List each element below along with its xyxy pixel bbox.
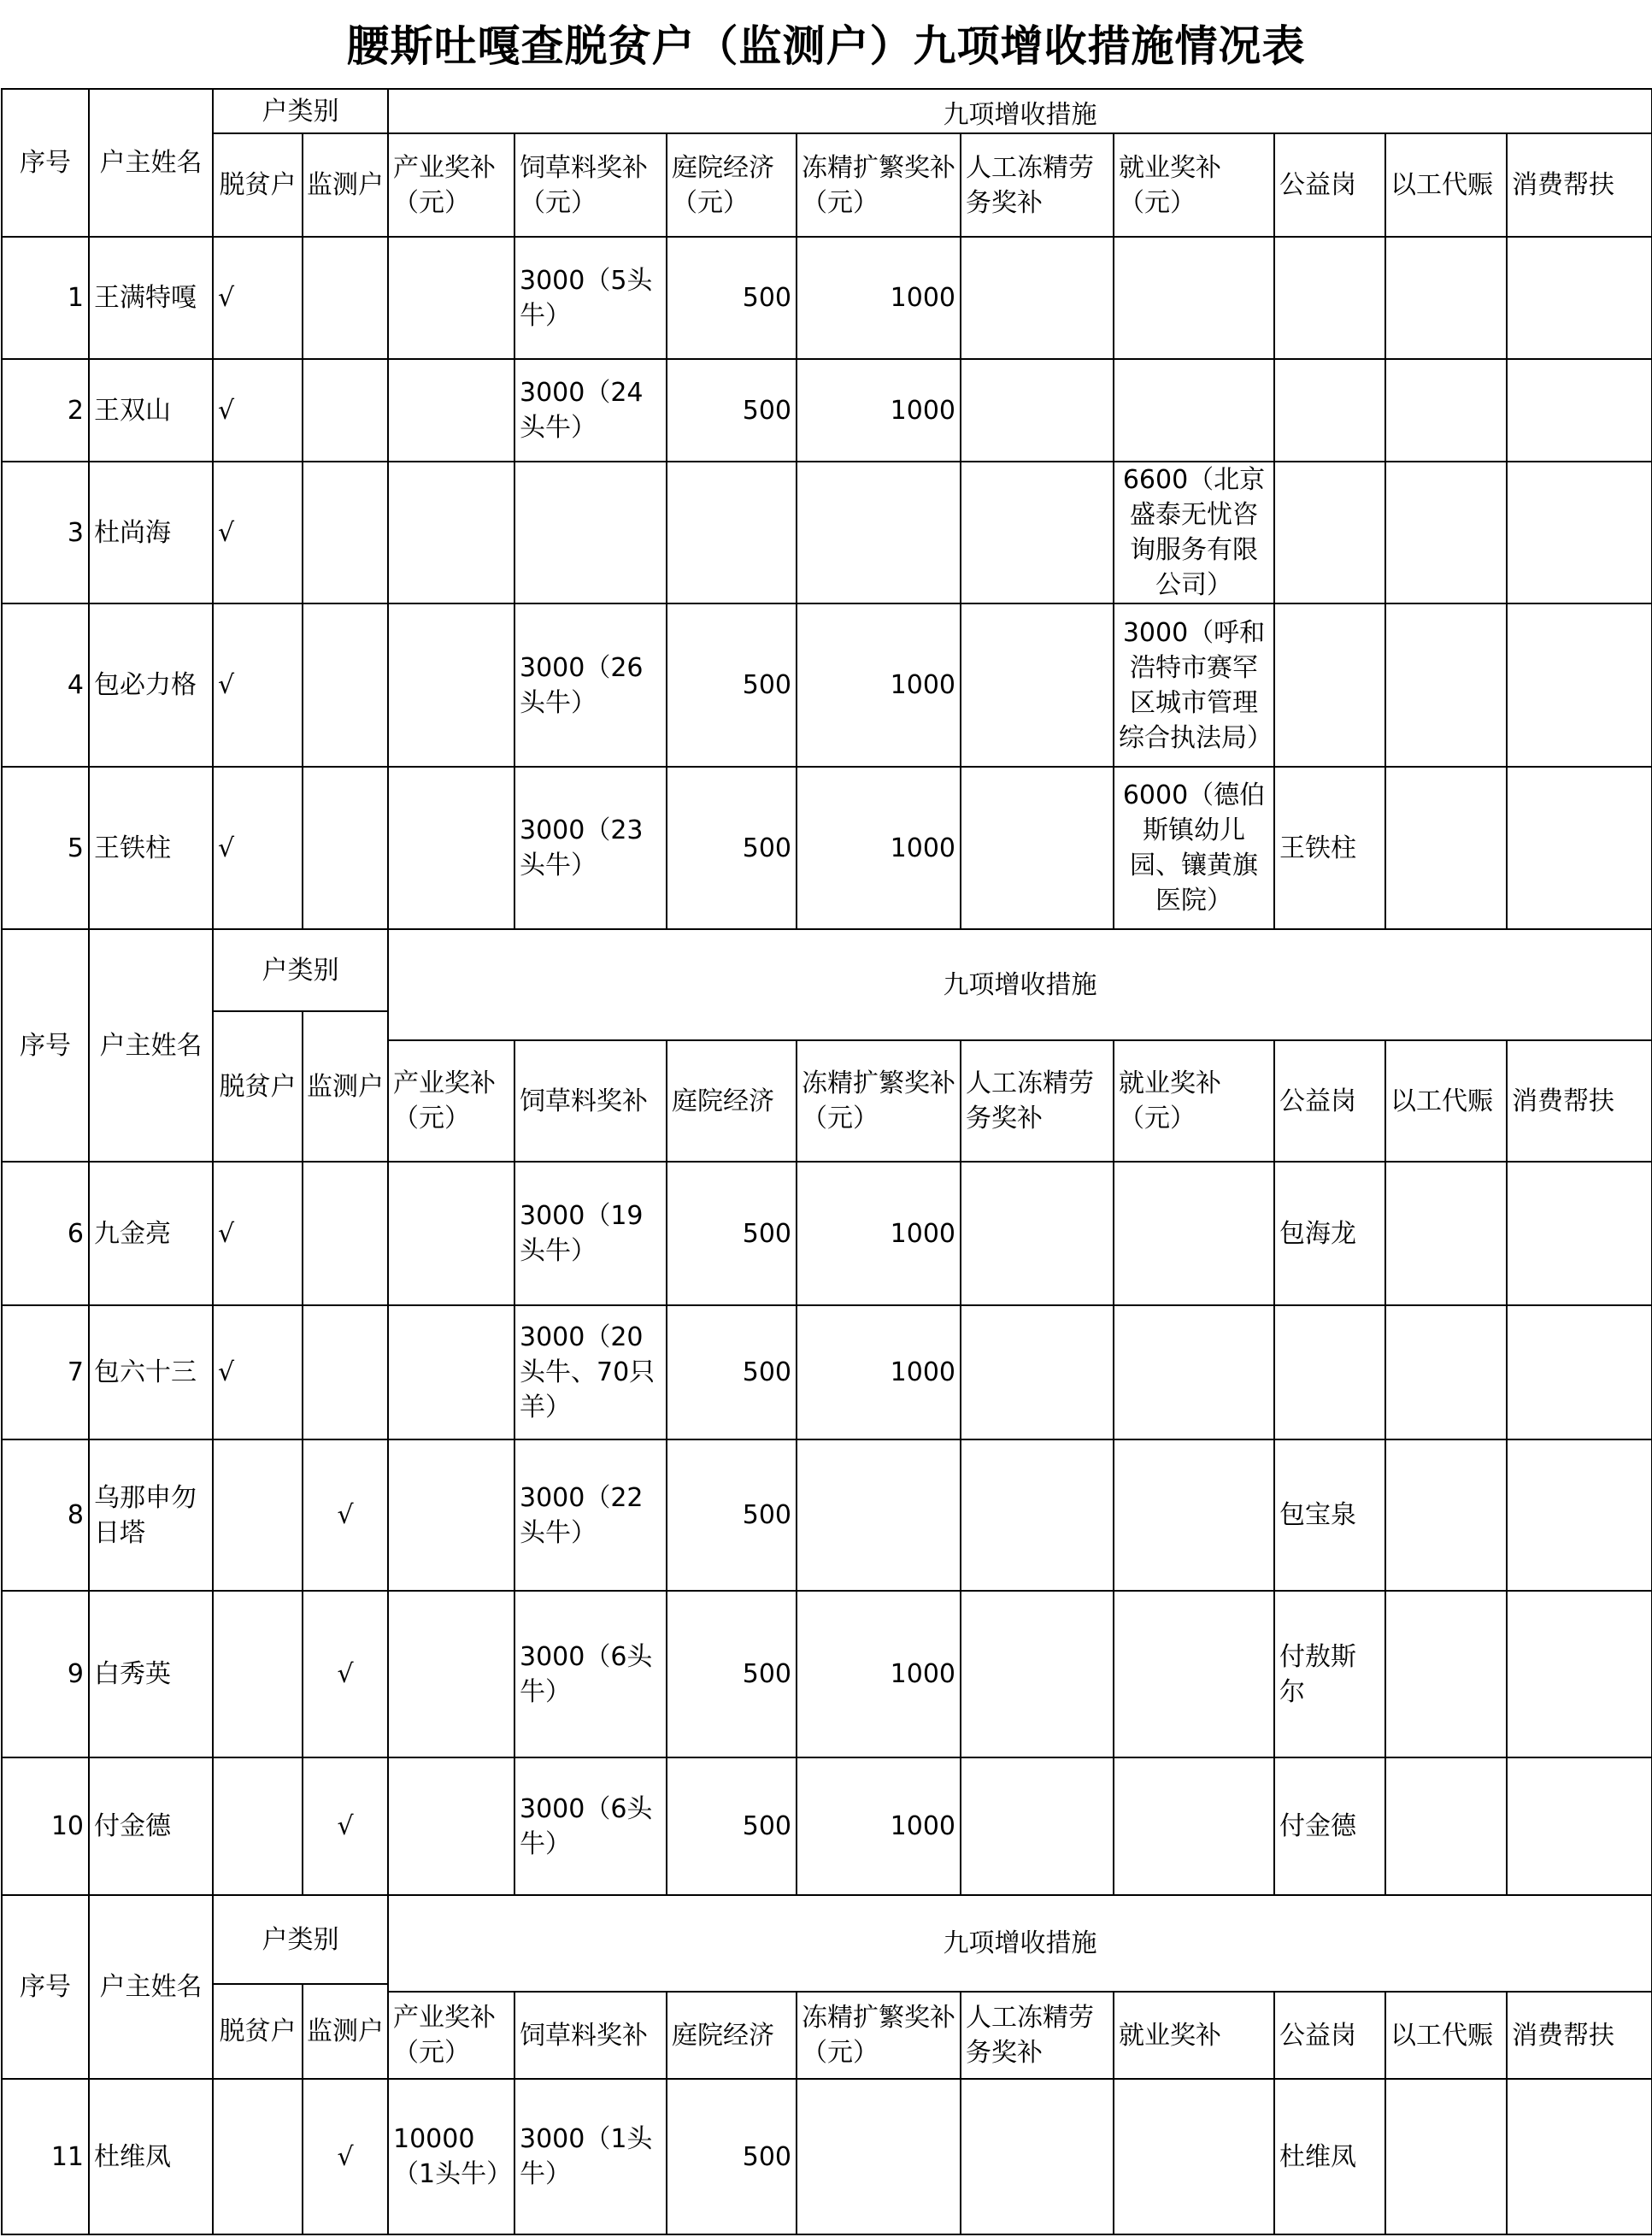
row-jiuye [1114, 1757, 1274, 1895]
row-rengong [961, 359, 1114, 462]
row-dongjing [797, 1439, 961, 1591]
row-rengong [961, 2079, 1114, 2234]
row-sicao: 3000（19头牛） [514, 1162, 667, 1305]
table-row [2, 603, 1652, 767]
row-rengong [961, 1162, 1114, 1305]
row-chanye [388, 1591, 514, 1757]
header-dongjing: 冻精扩繁奖补（元） [797, 1992, 961, 2079]
row-tuopin: √ [213, 767, 303, 929]
header-sicao: 饲草料奖补 [514, 1040, 667, 1162]
row-tuopin: √ [213, 1162, 303, 1305]
row-rengong [961, 1439, 1114, 1591]
row-sicao: 3000（20头牛、70只羊） [514, 1305, 667, 1439]
header-tingyuan: 庭院经济（元） [667, 133, 797, 237]
header-chanye: 产业奖补（元） [388, 1040, 514, 1162]
page-title: 腰斯吐嘎查脱贫户（监测户）九项增收措施情况表 [346, 21, 1306, 71]
header-tuopin: 脱贫户 [213, 133, 303, 237]
row-rengong [961, 1591, 1114, 1757]
row-rengong [961, 1757, 1114, 1895]
row-tingyuan: 500 [667, 1591, 797, 1757]
row-xiaofei [1507, 1162, 1652, 1305]
header-name: 户主姓名 [89, 929, 213, 1162]
row-seq: 2 [2, 359, 89, 462]
row-xiaofei [1507, 2079, 1652, 2234]
row-jiance [303, 767, 388, 929]
row-gongyi [1274, 359, 1385, 462]
row-dongjing [797, 462, 961, 603]
row-chanye [388, 359, 514, 462]
row-chanye [388, 1439, 514, 1591]
row-rengong [961, 767, 1114, 929]
row-yigong [1385, 1162, 1507, 1305]
row-tingyuan: 500 [667, 1305, 797, 1439]
header-rengong: 人工冻精劳务奖补 [961, 133, 1114, 237]
header-jiance: 监测户 [303, 1011, 388, 1162]
row-xiaofei [1507, 1591, 1652, 1757]
header-type-group: 户类别 [213, 89, 388, 133]
row-tingyuan [667, 462, 797, 603]
header-yigong: 以工代赈 [1385, 1992, 1507, 2079]
header-jiuye: 就业奖补 [1114, 1992, 1274, 2079]
row-yigong [1385, 2079, 1507, 2234]
row-tuopin: √ [213, 462, 303, 603]
row-yigong [1385, 603, 1507, 767]
header-measures-group: 九项增收措施 [388, 1895, 1652, 1992]
row-gongyi: 付敖斯尔 [1274, 1591, 1385, 1757]
row-name: 包六十三 [89, 1305, 213, 1439]
row-jiance [303, 359, 388, 462]
row-name: 包必力格 [89, 603, 213, 767]
row-chanye [388, 767, 514, 929]
row-gongyi: 包海龙 [1274, 1162, 1385, 1305]
header-measures-group: 九项增收措施 [388, 89, 1652, 133]
table-row [2, 1439, 1652, 1591]
row-sicao: 3000（6头牛） [514, 1591, 667, 1757]
header-yigong: 以工代赈 [1385, 133, 1507, 237]
row-tingyuan: 500 [667, 603, 797, 767]
row-gongyi [1274, 462, 1385, 603]
row-tingyuan: 500 [667, 767, 797, 929]
table-row [2, 1162, 1652, 1305]
header-rengong: 人工冻精劳务奖补 [961, 1040, 1114, 1162]
measures-table [1, 88, 1652, 2235]
row-sicao: 3000（23头牛） [514, 767, 667, 929]
row-dongjing: 1000 [797, 359, 961, 462]
row-seq: 1 [2, 237, 89, 359]
header-yigong: 以工代赈 [1385, 1040, 1507, 1162]
header-chanye: 产业奖补（元） [388, 1992, 514, 2079]
row-tuopin: √ [213, 603, 303, 767]
header-gongyi: 公益岗 [1274, 1992, 1385, 2079]
header-seq: 序号 [2, 1895, 89, 2079]
table-row [2, 462, 1652, 603]
row-name: 王双山 [89, 359, 213, 462]
row-tuopin: √ [213, 1305, 303, 1439]
table-row [2, 359, 1652, 462]
row-jiance [303, 1162, 388, 1305]
row-name: 付金德 [89, 1757, 213, 1895]
row-chanye [388, 603, 514, 767]
row-rengong [961, 1305, 1114, 1439]
header-jiance: 监测户 [303, 133, 388, 237]
table-row [2, 237, 1652, 359]
row-chanye [388, 1305, 514, 1439]
row-dongjing: 1000 [797, 1591, 961, 1757]
row-gongyi [1274, 1305, 1385, 1439]
row-jiance: √ [303, 1757, 388, 1895]
row-dongjing: 1000 [797, 237, 961, 359]
row-tingyuan: 500 [667, 2079, 797, 2234]
row-rengong [961, 603, 1114, 767]
header-seq: 序号 [2, 929, 89, 1162]
row-seq: 9 [2, 1591, 89, 1757]
row-jiuye [1114, 359, 1274, 462]
row-seq: 7 [2, 1305, 89, 1439]
header-dongjing: 冻精扩繁奖补（元） [797, 1040, 961, 1162]
row-yigong [1385, 462, 1507, 603]
row-jiuye [1114, 1162, 1274, 1305]
row-tingyuan: 500 [667, 237, 797, 359]
row-name: 王铁柱 [89, 767, 213, 929]
row-xiaofei [1507, 462, 1652, 603]
header-name: 户主姓名 [89, 89, 213, 237]
row-sicao: 3000（1头牛） [514, 2079, 667, 2234]
header-tuopin: 脱贫户 [213, 1984, 303, 2079]
row-rengong [961, 237, 1114, 359]
header-xiaofei: 消费帮扶 [1507, 133, 1652, 237]
header-jiuye: 就业奖补（元） [1114, 133, 1274, 237]
header-jiance: 监测户 [303, 1984, 388, 2079]
row-yigong [1385, 237, 1507, 359]
row-sicao: 3000（22头牛） [514, 1439, 667, 1591]
row-seq: 11 [2, 2079, 89, 2234]
row-chanye [388, 1162, 514, 1305]
row-seq: 8 [2, 1439, 89, 1591]
table-row [2, 767, 1652, 929]
row-seq: 6 [2, 1162, 89, 1305]
header-gongyi: 公益岗 [1274, 133, 1385, 237]
row-gongyi: 包宝泉 [1274, 1439, 1385, 1591]
row-seq: 10 [2, 1757, 89, 1895]
row-xiaofei [1507, 359, 1652, 462]
row-sicao: 3000（6头牛） [514, 1757, 667, 1895]
row-tingyuan: 500 [667, 1439, 797, 1591]
header-dongjing: 冻精扩繁奖补（元） [797, 133, 961, 237]
row-xiaofei [1507, 1439, 1652, 1591]
row-seq: 4 [2, 603, 89, 767]
row-chanye [388, 462, 514, 603]
header-chanye: 产业奖补（元） [388, 133, 514, 237]
row-tuopin [213, 2079, 303, 2234]
row-dongjing: 1000 [797, 603, 961, 767]
header-xiaofei: 消费帮扶 [1507, 1992, 1652, 2079]
row-chanye [388, 1757, 514, 1895]
row-tuopin: √ [213, 359, 303, 462]
row-xiaofei [1507, 603, 1652, 767]
row-jiuye: 6000（德伯斯镇幼儿园、镶黄旗医院） [1114, 767, 1274, 929]
row-sicao: 3000（26头牛） [514, 603, 667, 767]
row-gongyi: 王铁柱 [1274, 767, 1385, 929]
row-sicao: 3000（5头牛） [514, 237, 667, 359]
header-measures-group: 九项增收措施 [388, 929, 1652, 1040]
row-jiuye: 3000（呼和浩特市赛罕区城市管理综合执法局） [1114, 603, 1274, 767]
row-yigong [1385, 1757, 1507, 1895]
row-yigong [1385, 359, 1507, 462]
header-jiuye: 就业奖补（元） [1114, 1040, 1274, 1162]
header-sicao: 饲草料奖补 [514, 1992, 667, 2079]
row-name: 杜尚海 [89, 462, 213, 603]
row-jiuye [1114, 1439, 1274, 1591]
row-name: 杜维凤 [89, 2079, 213, 2234]
row-tuopin: √ [213, 237, 303, 359]
row-tuopin [213, 1439, 303, 1591]
row-xiaofei [1507, 237, 1652, 359]
row-yigong [1385, 1591, 1507, 1757]
header-tingyuan: 庭院经济 [667, 1992, 797, 2079]
row-jiance [303, 1305, 388, 1439]
row-xiaofei [1507, 1757, 1652, 1895]
header-tingyuan: 庭院经济 [667, 1040, 797, 1162]
row-xiaofei [1507, 767, 1652, 929]
row-dongjing [797, 2079, 961, 2234]
row-dongjing: 1000 [797, 1757, 961, 1895]
row-dongjing: 1000 [797, 1305, 961, 1439]
row-jiuye [1114, 1305, 1274, 1439]
table-row [2, 2079, 1652, 2234]
header-sicao: 饲草料奖补（元） [514, 133, 667, 237]
row-gongyi: 付金德 [1274, 1757, 1385, 1895]
row-sicao: 3000（24头牛） [514, 359, 667, 462]
row-jiuye: 6600（北京盛泰无忧咨询服务有限公司） [1114, 462, 1274, 603]
table-row [2, 1305, 1652, 1439]
header-tuopin: 脱贫户 [213, 1011, 303, 1162]
row-jiuye [1114, 237, 1274, 359]
row-tingyuan: 500 [667, 1757, 797, 1895]
row-name: 九金亮 [89, 1162, 213, 1305]
row-jiuye [1114, 2079, 1274, 2234]
row-jiuye [1114, 1591, 1274, 1757]
header-xiaofei: 消费帮扶 [1507, 1040, 1652, 1162]
row-xiaofei [1507, 1305, 1652, 1439]
row-yigong [1385, 1305, 1507, 1439]
header-seq: 序号 [2, 89, 89, 237]
row-name: 乌那申勿日塔 [89, 1439, 213, 1591]
row-dongjing: 1000 [797, 1162, 961, 1305]
row-gongyi [1274, 603, 1385, 767]
row-jiance: √ [303, 1591, 388, 1757]
row-gongyi: 杜维凤 [1274, 2079, 1385, 2234]
row-name: 白秀英 [89, 1591, 213, 1757]
row-jiance [303, 462, 388, 603]
header-gongyi: 公益岗 [1274, 1040, 1385, 1162]
row-dongjing: 1000 [797, 767, 961, 929]
row-chanye: 10000（1头牛） [388, 2079, 514, 2234]
header-rengong: 人工冻精劳务奖补 [961, 1992, 1114, 2079]
row-tuopin [213, 1757, 303, 1895]
row-seq: 3 [2, 462, 89, 603]
header-name: 户主姓名 [89, 1895, 213, 2079]
row-jiance: √ [303, 2079, 388, 2234]
row-yigong [1385, 1439, 1507, 1591]
row-tuopin [213, 1591, 303, 1757]
row-seq: 5 [2, 767, 89, 929]
row-jiance [303, 237, 388, 359]
header-type-group: 户类别 [213, 1895, 388, 1984]
table-row [2, 1757, 1652, 1895]
table-row [2, 1591, 1652, 1757]
row-sicao [514, 462, 667, 603]
row-tingyuan: 500 [667, 1162, 797, 1305]
row-chanye [388, 237, 514, 359]
row-gongyi [1274, 237, 1385, 359]
row-yigong [1385, 767, 1507, 929]
header-type-group: 户类别 [213, 929, 388, 1011]
row-tingyuan: 500 [667, 359, 797, 462]
row-rengong [961, 462, 1114, 603]
row-name: 王满特嘎 [89, 237, 213, 359]
row-jiance: √ [303, 1439, 388, 1591]
row-jiance [303, 603, 388, 767]
